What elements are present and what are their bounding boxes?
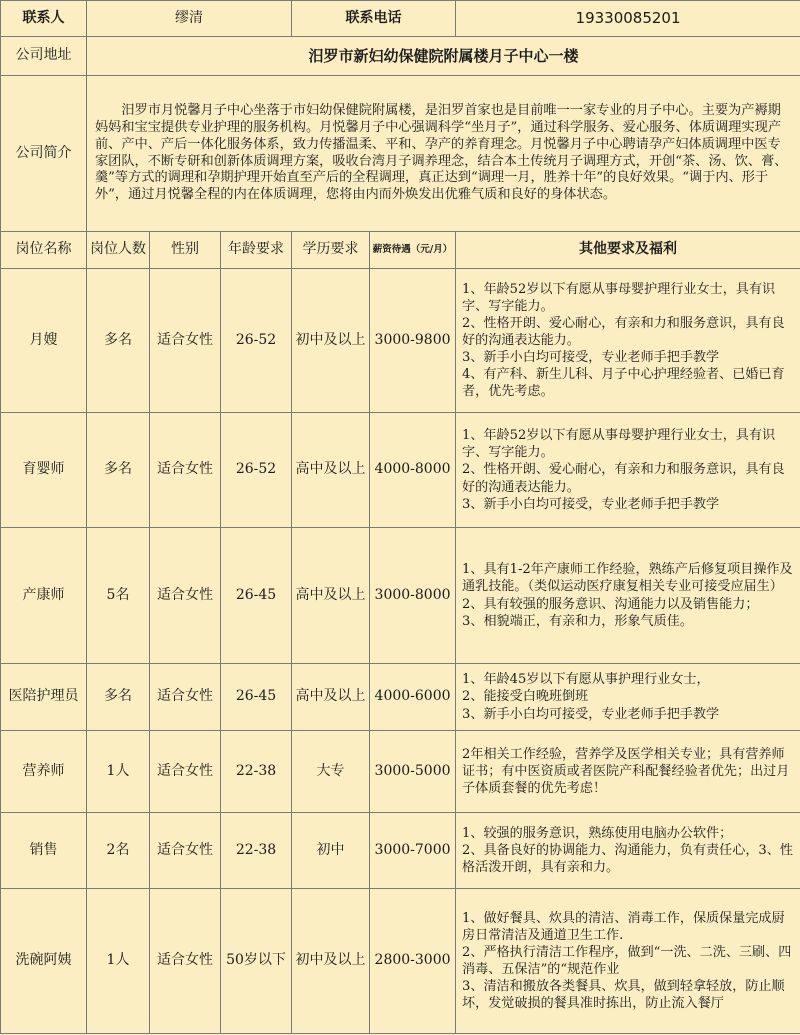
job-age: 26-45 <box>221 528 292 664</box>
benefit-line: 2年相关工作经验，营养学及医学相关专业；具有营养师证书；有中医资质或者医院产科配餐经验者优先；出过月子体质套餐的优先考虑！ <box>462 746 790 796</box>
job-salary: 2800-3000 <box>370 889 456 1034</box>
job-age: 50岁以下 <box>221 889 292 1034</box>
job-age: 22-38 <box>221 813 292 889</box>
benefit-line: 2、性格开朗、爱心耐心，有亲和力和服务意识，具有良好的沟通表达能力。 <box>462 462 785 495</box>
header-salary: 薪资待遇（元/月） <box>370 232 456 269</box>
job-education: 高中及以上 <box>292 528 370 664</box>
benefit-line: 2、能接受白晚班倒班 <box>462 689 589 705</box>
address-row <box>1 37 800 76</box>
benefit-line: 1、具有1-2年产康师工作经验，熟练产后修复项目操作及通乳技能。（类似运动医疗康复相关专业可接受应届生） <box>462 562 793 595</box>
header-benefits: 其他要求及福利 <box>456 232 800 269</box>
job-benefits <box>456 269 800 413</box>
address-value: 汨罗市新妇幼保健院附属楼月子中心一楼 <box>87 37 800 76</box>
job-row <box>1 731 800 813</box>
header-position: 岗位名称 <box>1 232 87 269</box>
job-salary: 3000-5000 <box>370 731 456 813</box>
benefit-line: 3、相貌端正，有亲和力，形象气质佳。 <box>462 613 693 629</box>
job-education: 初中 <box>292 813 370 889</box>
job-salary: 3000-9800 <box>370 269 456 413</box>
job-count: 多名 <box>87 269 150 413</box>
job-benefits <box>456 889 800 1034</box>
job-education: 大专 <box>292 731 370 813</box>
benefit-line: 2、具备良好的协调能力、沟通能力，负有责任心，3、性格活泼开朗，具有亲和力。 <box>462 842 793 875</box>
job-count: 多名 <box>87 413 150 528</box>
benefit-line: 1、年龄52岁以下有愿从事母婴护理行业女士，具有识字、写字能力。 <box>462 428 776 461</box>
contact-phone-label: 联系电话 <box>292 1 456 37</box>
contact-person-label: 联系人 <box>1 1 87 37</box>
job-count: 多名 <box>87 664 150 731</box>
job-gender: 适合女性 <box>150 731 221 813</box>
job-position: 营养师 <box>1 731 87 813</box>
job-row <box>1 813 800 889</box>
job-benefits <box>456 528 800 664</box>
job-position: 洗碗阿姨 <box>1 889 87 1034</box>
header-gender: 性别 <box>150 232 221 269</box>
job-row <box>1 413 800 528</box>
intro-label: 公司简介 <box>1 76 87 232</box>
benefit-line: 2、具有较强的服务意识、沟通能力以及销售能力； <box>462 596 759 612</box>
job-salary: 3000-7000 <box>370 813 456 889</box>
contact-phone-value: 19330085201 <box>456 1 800 37</box>
job-gender: 适合女性 <box>150 813 221 889</box>
job-gender: 适合女性 <box>150 889 221 1034</box>
job-position: 销售 <box>1 813 87 889</box>
contact-row <box>1 1 800 37</box>
job-row <box>1 889 800 1034</box>
benefit-line: 1、年龄45岁以下有愿从事护理行业女士， <box>462 672 710 688</box>
benefit-line: 2、性格开朗、爱心耐心，有亲和力和服务意识，具有良好的沟通表达能力。 <box>462 315 785 348</box>
benefit-line: 4、有产科、新生儿科、月子中心护理经验者、已婚已育者，优先考虑。 <box>462 367 785 400</box>
contact-person-value: 缪清 <box>87 1 292 37</box>
intro-text-cell <box>87 76 800 232</box>
job-age: 26-52 <box>221 413 292 528</box>
address-label: 公司地址 <box>1 37 87 76</box>
job-position: 产康师 <box>1 528 87 664</box>
intro-text: 汨罗市月悦馨月子中心坐落于市妇幼保健院附属楼，是汨罗首家也是目前唯一一家专业的月子中心。主要为产褥期妈妈和宝宝提供专业护理的服务机构。月悦馨月子中心强调科学“坐月子”，通过科学服务、爱心服务、体质调理实现产前、产中、产后一体化服务体系，致力传播温柔、平和、孕产的养育理念。月悦馨月子中心聘请孕产妇体质调理中医专家团队，不断专研和创新体质调理方案，吸收台湾月子调养理念，结合本土传统月子调理方式，开创“茶、汤、饮、膏、羹”等方式的调理和孕期护理开始直至产后的全程调理，真正达到“调理一月，胜养十年”的良好效果。“调于内、形于外”，通过月悦馨全程的内在体质调理，您将由内而外焕发出优雅气质和良好的身体状态。 <box>95 102 788 203</box>
job-age: 22-38 <box>221 731 292 813</box>
job-row <box>1 528 800 664</box>
job-gender: 适合女性 <box>150 664 221 731</box>
job-age: 26-52 <box>221 269 292 413</box>
benefit-line: 1、较强的服务意识，熟练使用电脑办公软件； <box>462 825 733 841</box>
benefit-line: 3、清洁和搬放各类餐具、炊具，做到轻拿轻放，防止顺坏，发觉破损的餐具准时拣出，防止流入餐厅 <box>462 979 785 1012</box>
benefit-line: 1、做好餐具、炊具的清洁、消毒工作，保质保量完成厨房日常清洁及通道卫生工作. <box>462 910 785 943</box>
job-education: 高中及以上 <box>292 664 370 731</box>
job-gender: 适合女性 <box>150 269 221 413</box>
job-row <box>1 664 800 731</box>
job-count: 5名 <box>87 528 150 664</box>
job-benefits <box>456 664 800 731</box>
job-education: 高中及以上 <box>292 413 370 528</box>
job-position: 医陪护理员 <box>1 664 87 731</box>
job-position: 育婴师 <box>1 413 87 528</box>
benefit-line: 2、严格执行清洁工作程序，做到“一洗、二洗、三刷、四消毒、五保洁”的“规范作业 <box>462 944 792 977</box>
header-row <box>1 232 800 269</box>
job-benefits <box>456 813 800 889</box>
header-age: 年龄要求 <box>221 232 292 269</box>
job-education: 初中及以上 <box>292 889 370 1034</box>
job-benefits <box>456 413 800 528</box>
job-count: 2名 <box>87 813 150 889</box>
benefit-line: 3、新手小白均可接受，专业老师手把手教学 <box>462 350 720 365</box>
job-benefits <box>456 731 800 813</box>
intro-row <box>1 76 800 232</box>
job-gender: 适合女性 <box>150 413 221 528</box>
job-row <box>1 269 800 413</box>
job-count: 1人 <box>87 889 150 1034</box>
benefit-line: 3、新手小白均可接受，专业老师手把手教学 <box>462 706 720 722</box>
job-salary: 3000-8000 <box>370 528 456 664</box>
benefit-line: 1、年龄52岁以下有愿从事母婴护理行业女士，具有识字、写字能力。 <box>462 281 776 314</box>
job-age: 26-45 <box>221 664 292 731</box>
job-count: 1人 <box>87 731 150 813</box>
job-salary: 4000-6000 <box>370 664 456 731</box>
benefit-line: 3、新手小白均可接受，专业老师手把手教学 <box>462 496 720 512</box>
header-count: 岗位人数 <box>87 232 150 269</box>
job-position: 月嫂 <box>1 269 87 413</box>
job-gender: 适合女性 <box>150 528 221 664</box>
header-education: 学历要求 <box>292 232 370 269</box>
job-education: 初中及以上 <box>292 269 370 413</box>
job-salary: 4000-8000 <box>370 413 456 528</box>
